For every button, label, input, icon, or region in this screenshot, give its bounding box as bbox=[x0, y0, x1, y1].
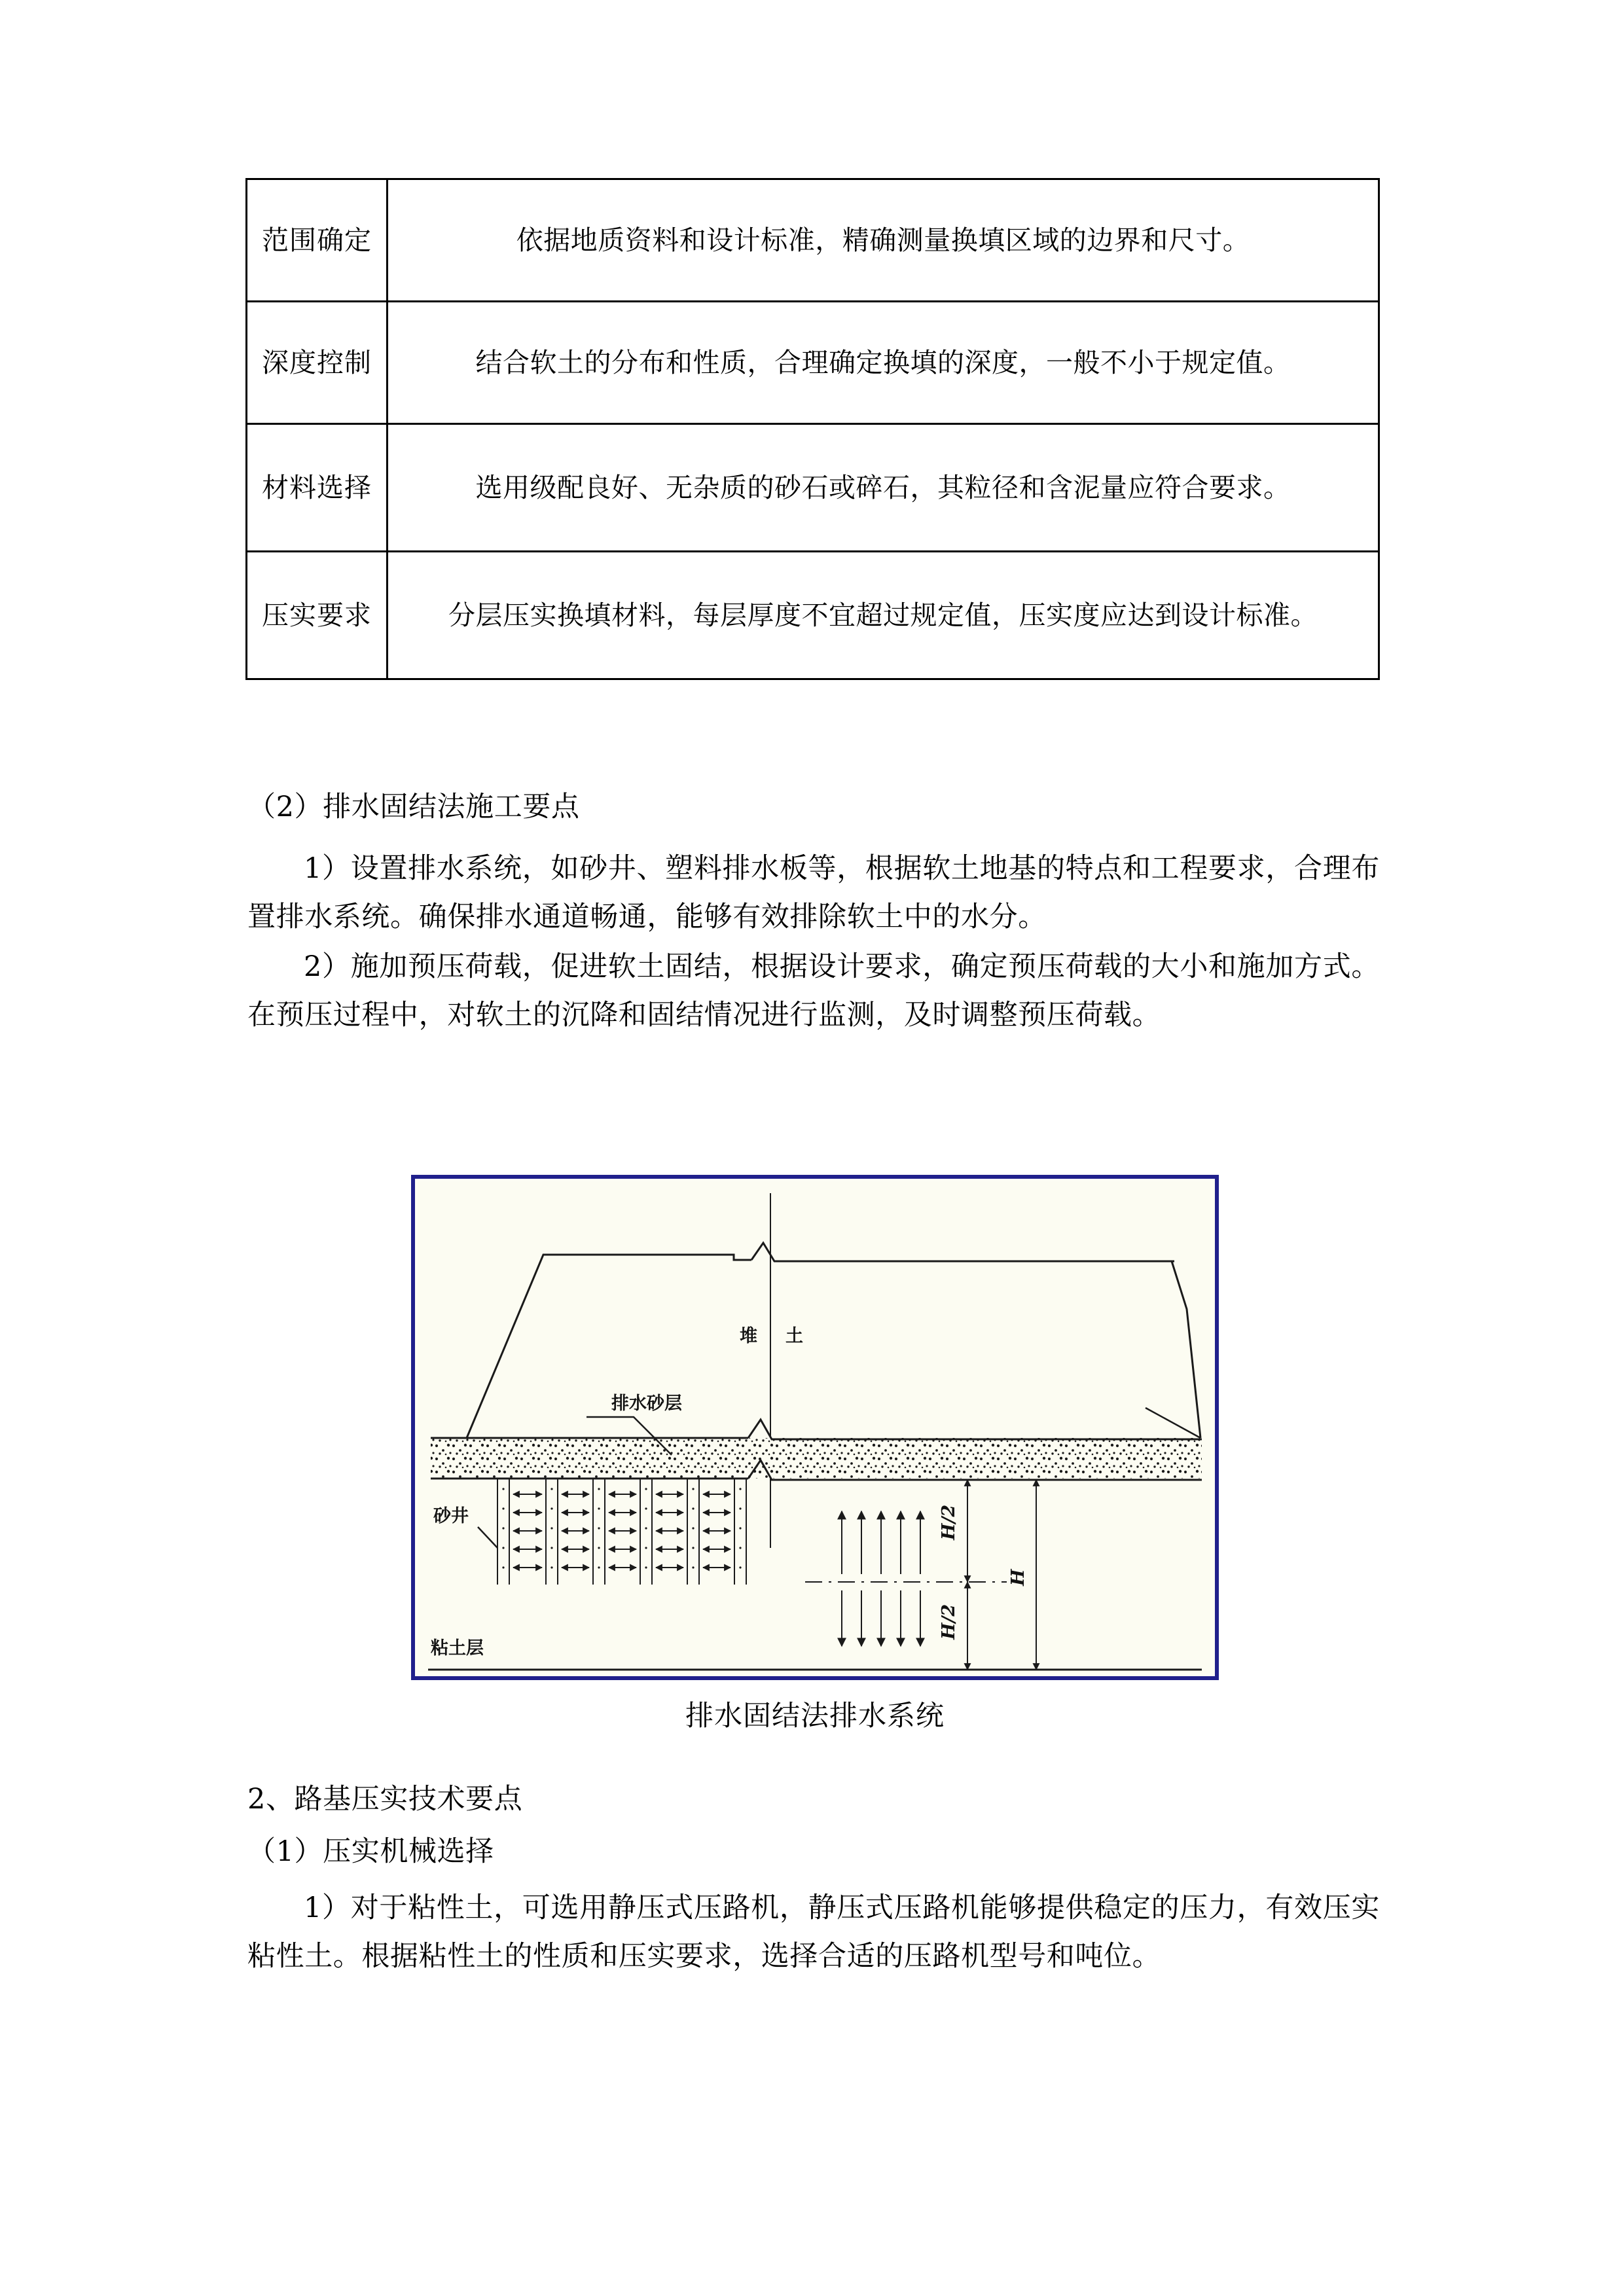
section-heading-compaction: 2、路基压实技术要点 bbox=[247, 1783, 523, 1816]
paragraph-preload: 2）施加预压荷载，促进软土固结，根据设计要求，确定预压荷载的大小和施加方式。在预压过程中，对软土的沉降和固结情况进行监测，及时调整预压荷载。 bbox=[247, 950, 1380, 1031]
table-row bbox=[247, 552, 1379, 679]
table-cell-label: 范围确定 bbox=[247, 179, 388, 302]
figure-label-drainage-sand-layer: 排水砂层 bbox=[611, 1393, 682, 1414]
table-cell-desc: 依据地质资料和设计标准，精确测量换填区域的边界和尺寸。 bbox=[388, 179, 1379, 302]
drainage-system-figure bbox=[411, 1175, 1219, 1680]
table-cell-desc: 选用级配良好、无杂质的砂石或碎石，其粒径和含泥量应符合要求。 bbox=[388, 424, 1379, 552]
section-heading-machinery-selection: （1）压实机械选择 bbox=[247, 1835, 494, 1868]
table-row bbox=[247, 424, 1379, 552]
figure-label-soil-pile-right: 土 bbox=[785, 1326, 803, 1346]
figure-dim-h-half-lower: H/2 bbox=[939, 1604, 959, 1640]
table-row bbox=[247, 179, 1379, 302]
figure-label-sand-well: 砂井 bbox=[433, 1506, 469, 1526]
paragraph-cohesive-soil-roller: 1）对于粘性土，可选用静压式压路机，静压式压路机能够提供稳定的压力，有效压实粘性土。根据粘性土的性质和压实要求，选择合适的压路机型号和吨位。 bbox=[247, 1892, 1380, 1973]
figure-dim-h-total: H bbox=[1008, 1569, 1028, 1586]
figure-caption: 排水固结法排水系统 bbox=[685, 1700, 945, 1732]
table-cell-label: 压实要求 bbox=[247, 552, 388, 679]
paragraph-drainage-system: 1）设置排水系统，如砂井、塑料排水板等，根据软土地基的特点和工程要求，合理布置排水系统。确保排水通道畅通，能够有效排除软土中的水分。 bbox=[247, 852, 1380, 933]
table-cell-label: 深度控制 bbox=[247, 302, 388, 424]
section-heading-drainage-consolidation: （2）排水固结法施工要点 bbox=[247, 791, 580, 823]
table-cell-label: 材料选择 bbox=[247, 424, 388, 552]
figure-dim-h-half-upper: H/2 bbox=[939, 1504, 959, 1540]
figure-drawing bbox=[418, 1181, 1211, 1672]
table-cell-desc: 分层压实换填材料，每层厚度不宜超过规定值，压实度应达到设计标准。 bbox=[388, 552, 1379, 679]
figure-label-soil-pile-left: 堆 bbox=[740, 1326, 757, 1346]
replacement-spec-table bbox=[245, 178, 1380, 680]
figure-label-clay-layer: 粘土层 bbox=[431, 1638, 484, 1659]
table-row bbox=[247, 302, 1379, 424]
table-cell-desc: 结合软土的分布和性质，合理确定换填的深度，一般不小于规定值。 bbox=[388, 302, 1379, 424]
figure-canvas bbox=[418, 1181, 1211, 1672]
